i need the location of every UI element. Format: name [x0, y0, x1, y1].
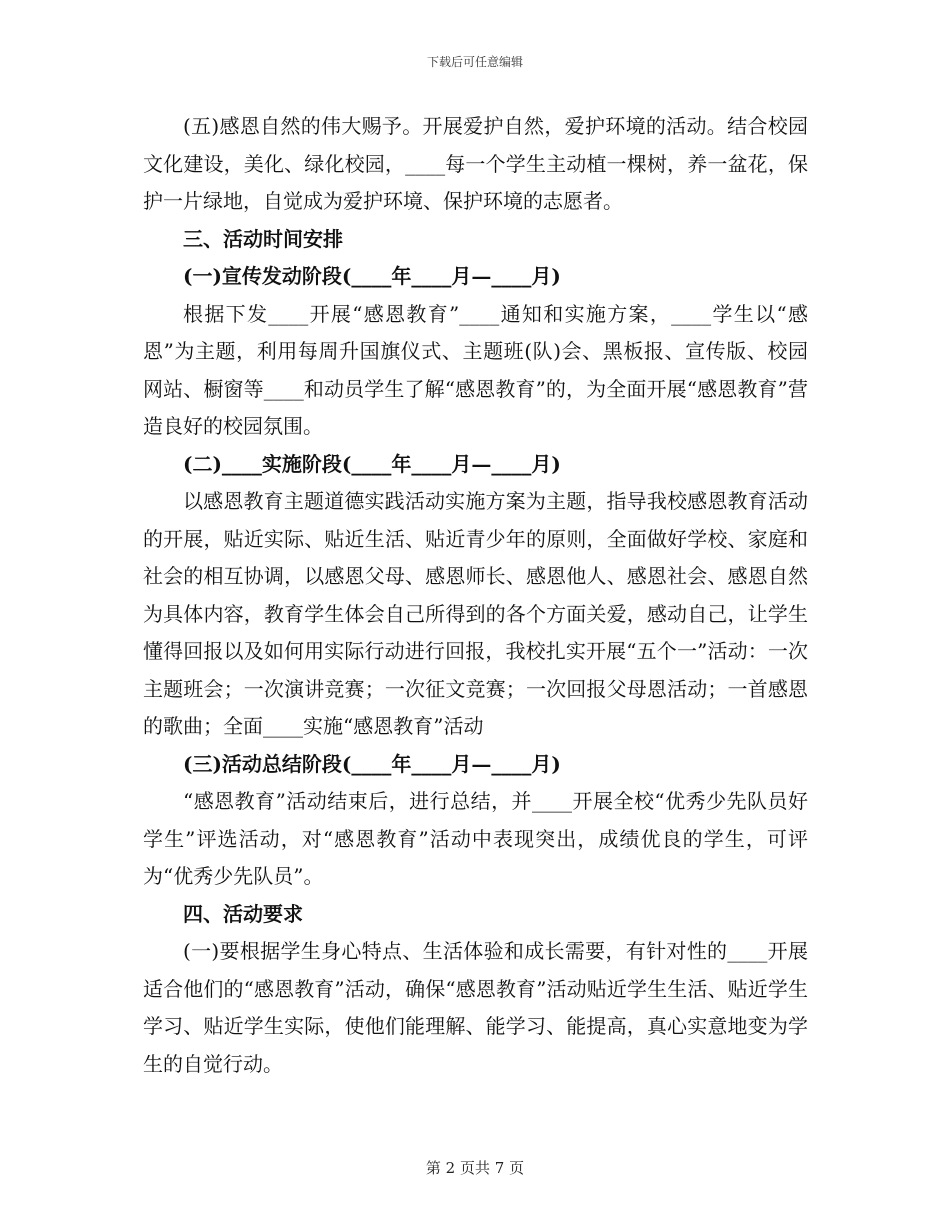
paragraph-stage-implementation: 以感恩教育主题道德实践活动实施方案为主题，指导我校感恩教育活动的开展，贴近实际、贴近生活、贴近青少年的原则，全面做好学校、家庭和社会的相互协调，以感恩父母、感恩师长、感恩他人、感恩社会、感恩自然为具体内容，教育学生体会自己所得到的各个方面关爱，感动自己，让学生懂得回报以及如何用实际行动进行回报，我校扎实开展“五个一”活动：一次主题班会；一次演讲竞赛；一次征文竞赛；一次回报父母恩活动；一首感恩的歌曲；全面____实施“感恩教育”活动: [143, 489, 808, 738]
page-number-footer: 第 2 页共 7 页: [425, 1159, 525, 1177]
page-header-note: 下载后可任意编辑: [426, 55, 523, 69]
document-body: [143, 108, 808, 1083]
heading-stage-summary: (三)活动总结阶段(____年____月—____月): [183, 751, 561, 776]
heading-activity-requirements: 四、活动要求: [183, 901, 303, 926]
heading-stage-implementation: (二)____实施阶段(____年____月—____月): [183, 451, 561, 476]
heading-activity-schedule: 三、活动时间安排: [183, 226, 343, 251]
heading-stage-publicity: (一)宣传发动阶段(____年____月—____月): [183, 264, 561, 288]
paragraph-requirement-one: (一)要根据学生身心特点、生活体验和成长需要，有针对性的____开展适合他们的“感恩教育”活动，确保“感恩教育”活动贴近学生生活、贴近学生学习、贴近学生实际，使他们能理解、能学习、能提高，真心实意地变为学生的自觉行动。: [143, 939, 808, 1076]
paragraph-stage-publicity: 根据下发____开展“感恩教育”____通知和实施方案，____学生以“感恩”为主题，利用每周升国旗仪式、主题班(队)会、黑板报、宣传版、校园网站、橱窗等____和动员学生了解“感恩教育”的，为全面开展“感恩教育”营造良好的校园氛围。: [143, 301, 808, 438]
paragraph-stage-summary: “感恩教育”活动结束后，进行总结，并____开展全校“优秀少先队员好学生”评选活动，对“感恩教育”活动中表现突出，成绩优良的学生，可评为“优秀少先队员”。: [143, 789, 808, 888]
paragraph-nature-gratitude: (五)感恩自然的伟大赐予。开展爱护自然，爱护环境的活动。结合校园文化建设，美化、绿化校园，____每一个学生主动植一棵树，养一盆花，保护一片绿地，自觉成为爱护环境、保护环境的志愿者。: [143, 114, 808, 213]
